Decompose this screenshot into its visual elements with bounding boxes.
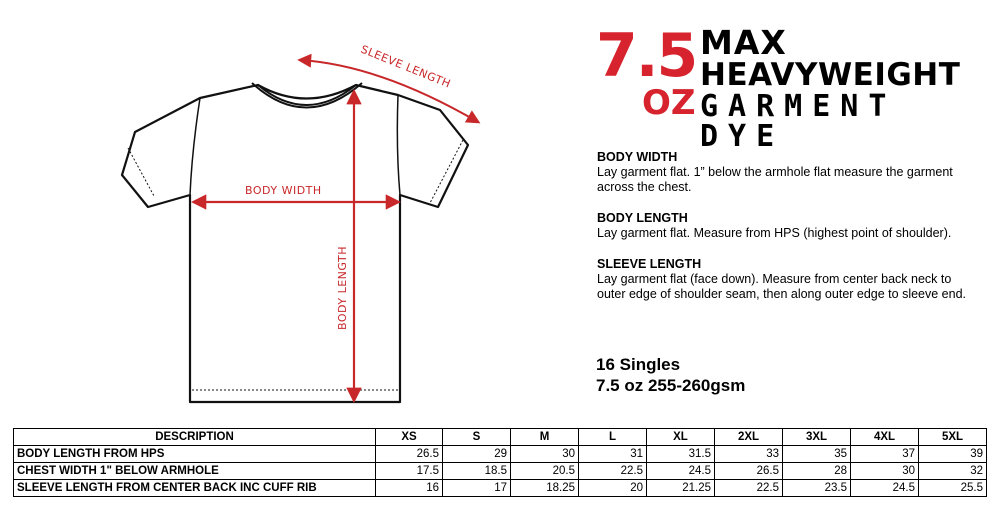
table-cell: 29 (443, 446, 511, 463)
column-header: XL (647, 429, 715, 446)
column-header: 5XL (919, 429, 987, 446)
table-cell: 33 (715, 446, 783, 463)
table-cell: 30 (851, 463, 919, 480)
table-cell: 25.5 (919, 480, 987, 497)
table-cell: 18.5 (443, 463, 511, 480)
table-cell: 17.5 (376, 463, 443, 480)
tshirt-diagram (0, 0, 560, 420)
table-cell: 21.25 (647, 480, 715, 497)
sleeve-length-label: SLEEVE LENGTH (358, 42, 453, 91)
tshirt-outline (122, 85, 468, 402)
body-width-instructions (597, 150, 977, 195)
yarn-spec: 16 Singles (596, 355, 681, 374)
table-cell: 24.5 (851, 480, 919, 497)
instruction-text: Lay garment flat. Measure from HPS (highest point of shoulder). (597, 226, 952, 240)
column-header: L (579, 429, 647, 446)
weight-unit: OZ (642, 83, 696, 123)
weight-spec: 7.5 oz 255-260gsm (596, 376, 746, 395)
table-cell: 31 (579, 446, 647, 463)
row-label: BODY LENGTH FROM HPS (14, 446, 376, 463)
table-row (14, 463, 987, 480)
table-cell: 26.5 (376, 446, 443, 463)
table-cell: 20.5 (511, 463, 579, 480)
table-cell: 28 (783, 463, 851, 480)
table-cell: 39 (919, 446, 987, 463)
table-cell: 32 (919, 463, 987, 480)
product-header (596, 21, 996, 154)
table-cell: 17 (443, 480, 511, 497)
instruction-title: BODY WIDTH (597, 150, 678, 164)
header-line-heavyweight: HEAVYWEIGHT (700, 57, 961, 93)
table-cell: 30 (511, 446, 579, 463)
column-header: XS (376, 429, 443, 446)
table-cell: 23.5 (783, 480, 851, 497)
header-line-garment-dye: GARMENT DYE (700, 89, 897, 154)
column-header: 3XL (783, 429, 851, 446)
table-row (14, 446, 987, 463)
column-header: 4XL (851, 429, 919, 446)
instruction-title: BODY LENGTH (597, 211, 688, 225)
table-cell: 37 (851, 446, 919, 463)
table-cell: 16 (376, 480, 443, 497)
measurement-instructions (597, 150, 977, 318)
instruction-text: Lay garment flat (face down). Measure from center back neck to outer edge of shoulder seam, then along outer edge to sleeve end. (597, 272, 967, 301)
table-cell: 22.5 (579, 463, 647, 480)
sleeve-length-instructions (597, 257, 977, 302)
instruction-text: Lay garment flat. 1” below the armhole flat measure the garment across the chest. (597, 165, 953, 194)
body-width-label: BODY WIDTH (245, 184, 322, 197)
table-cell: 22.5 (715, 480, 783, 497)
column-header: 2XL (715, 429, 783, 446)
column-header: S (443, 429, 511, 446)
table-row (14, 480, 987, 497)
row-label: CHEST WIDTH 1" BELOW ARMHOLE (14, 463, 376, 480)
table-cell: 20 (579, 480, 647, 497)
row-label: SLEEVE LENGTH FROM CENTER BACK INC CUFF RIB (14, 480, 376, 497)
body-length-label: BODY LENGTH (336, 245, 349, 330)
instruction-title: SLEEVE LENGTH (597, 257, 702, 271)
table-header-row (14, 429, 987, 446)
fabric-specs (596, 354, 745, 396)
table-cell: 31.5 (647, 446, 715, 463)
size-chart-table (13, 428, 987, 497)
header-line-max: MAX (700, 23, 787, 62)
column-header: DESCRIPTION (14, 429, 376, 446)
table-cell: 35 (783, 446, 851, 463)
table-cell: 24.5 (647, 463, 715, 480)
column-header: M (511, 429, 579, 446)
weight-number: 7.5 (596, 21, 697, 91)
table-cell: 26.5 (715, 463, 783, 480)
table-cell: 18.25 (511, 480, 579, 497)
body-length-instructions (597, 211, 977, 241)
